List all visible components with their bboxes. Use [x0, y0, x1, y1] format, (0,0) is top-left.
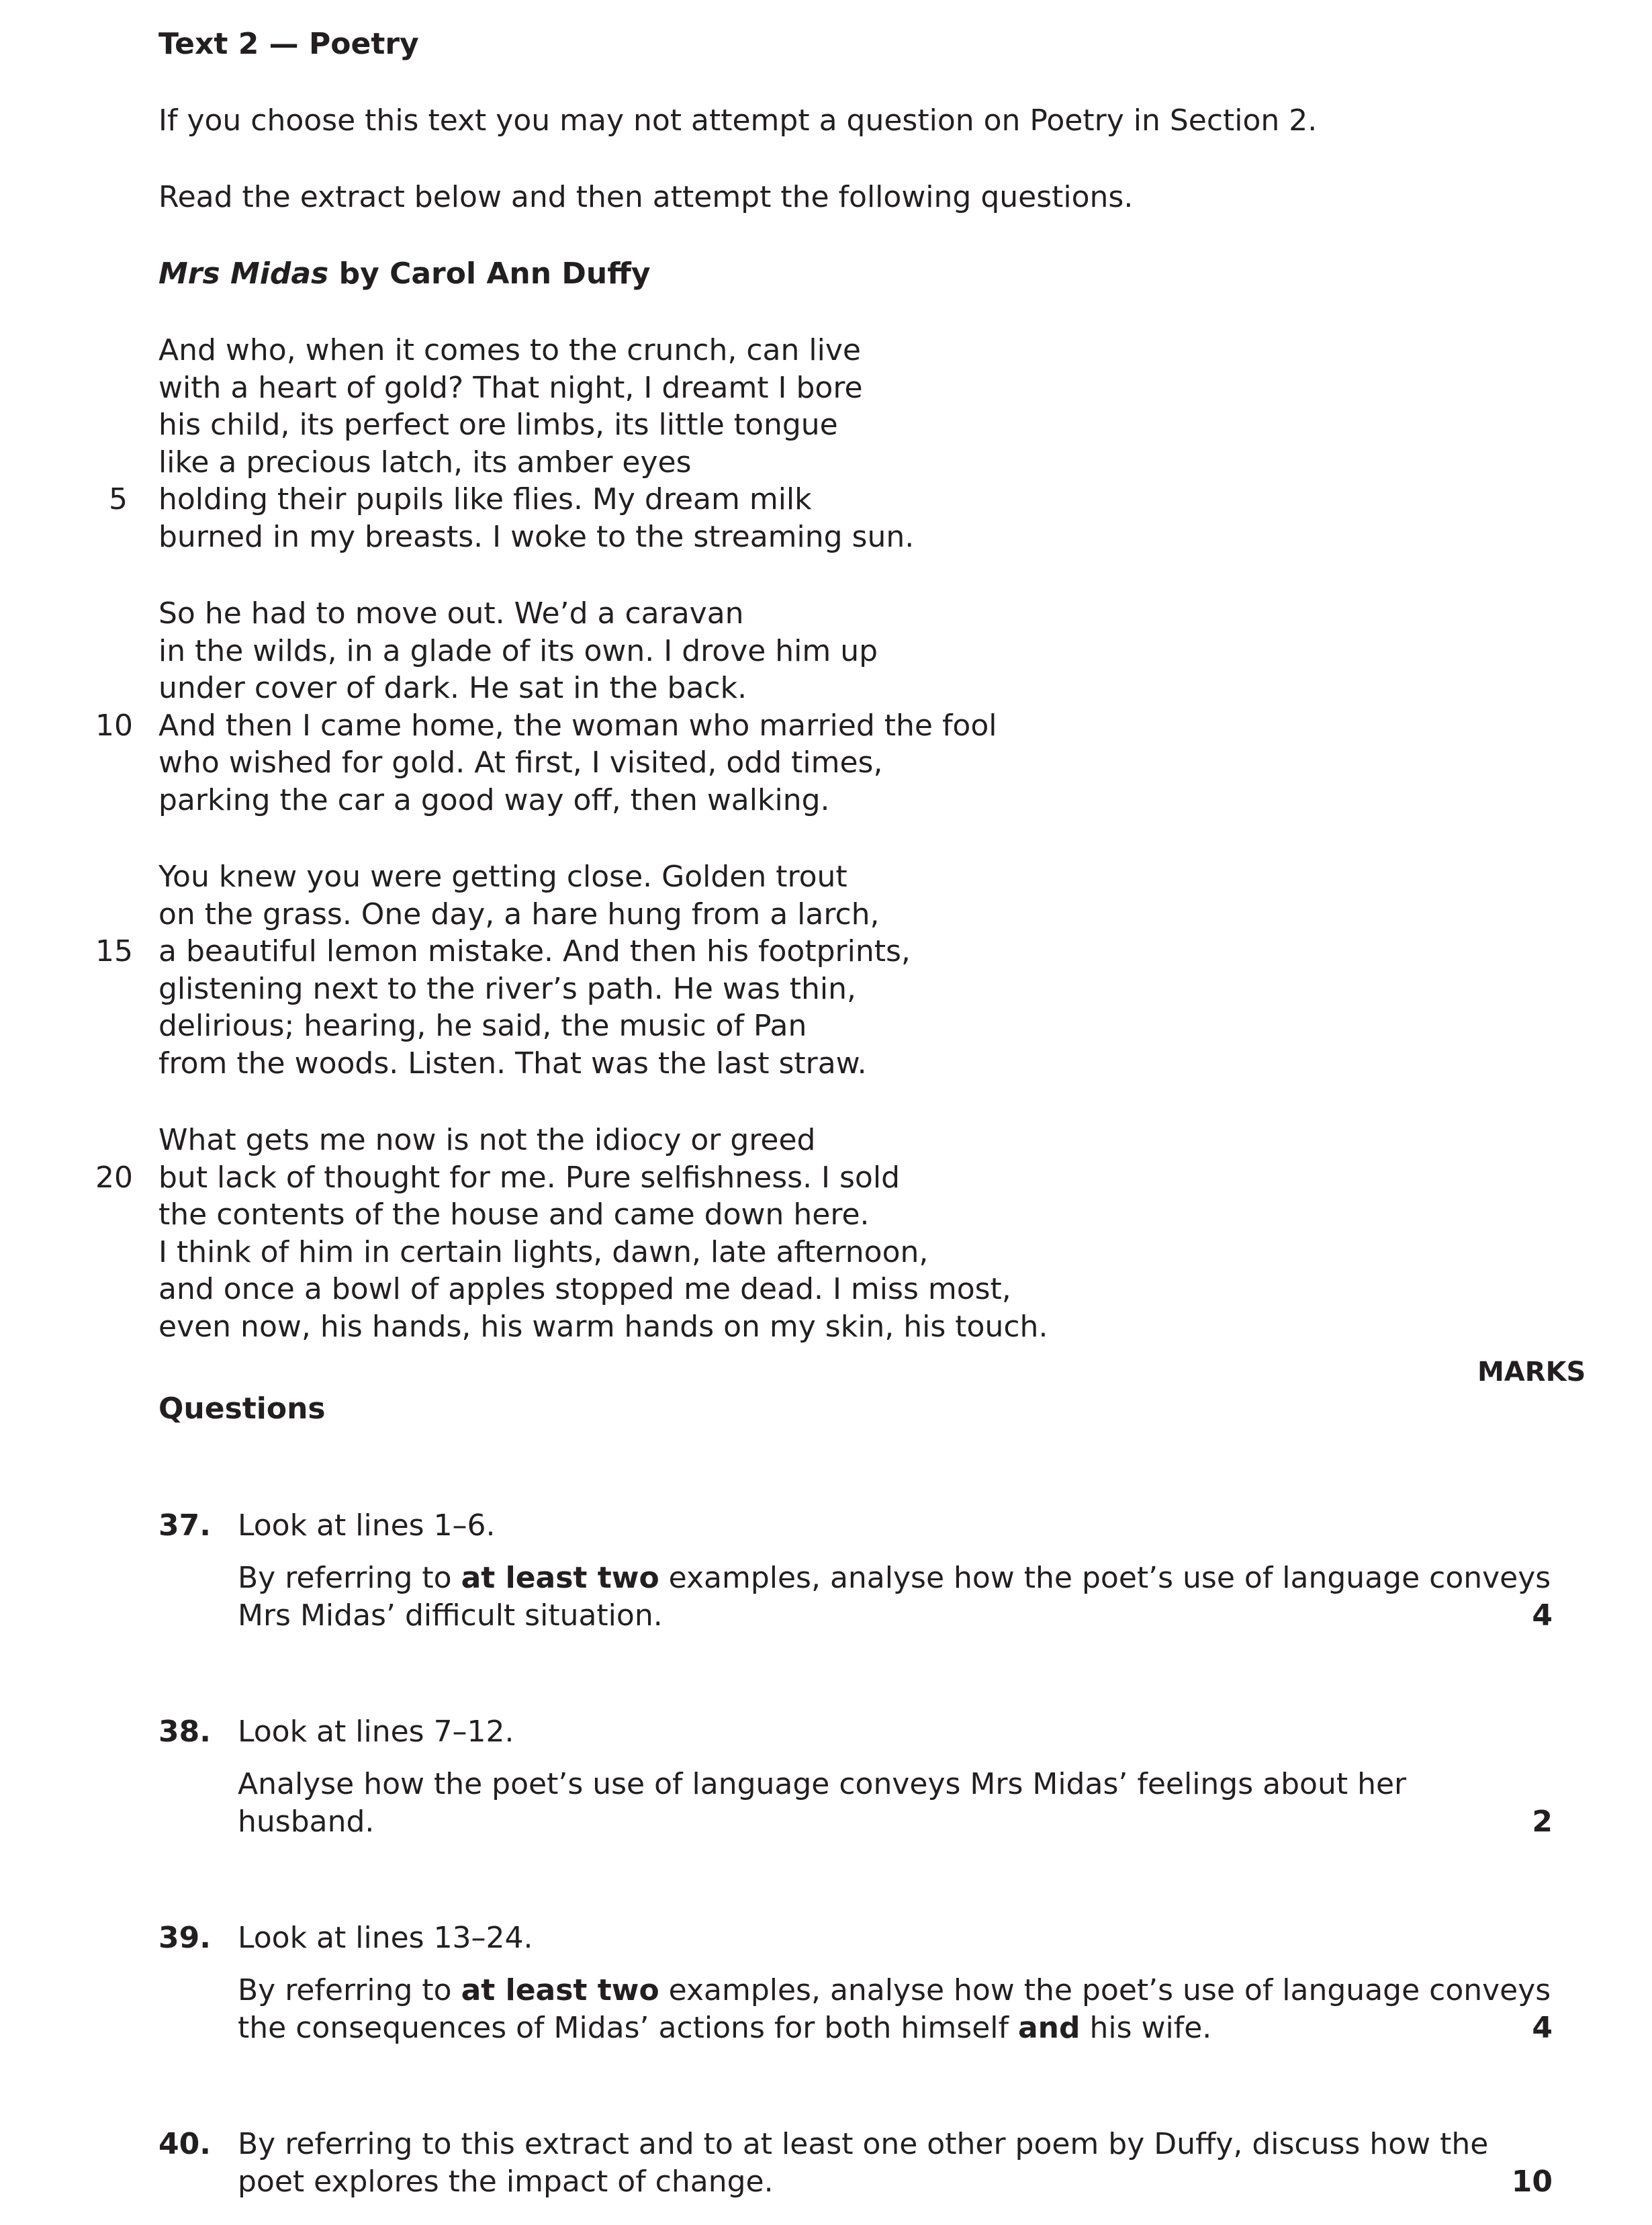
- instruction-choose: If you choose this text you may not attempt a question on Poetry in Section 2.: [158, 103, 1318, 138]
- question-number: 38.: [158, 1715, 211, 1749]
- question-number: 40.: [158, 2127, 211, 2161]
- question-emphasis: at least two: [461, 1973, 659, 2007]
- line-number: 5: [109, 482, 128, 516]
- question-emphasis: at least two: [461, 1561, 659, 1595]
- poem-line: on the grass. One day, a hare hung from a larch,: [158, 897, 880, 932]
- question-emphasis: and: [1017, 2010, 1081, 2045]
- question-text-line: poet explores the impact of change.: [238, 2164, 774, 2199]
- poem-line: And who, when it comes to the crunch, can live: [158, 333, 861, 367]
- poem-line: So he had to move out. We’d a caravan: [158, 596, 744, 631]
- question-text-line: [238, 1559, 1551, 1597]
- question-marks: 2: [1532, 1804, 1553, 1839]
- question-intro: Look at lines 1–6.: [238, 1508, 496, 1543]
- poem-line: but lack of thought for me. Pure selfishness. I sold: [158, 1160, 900, 1195]
- question-text-part: his wife.: [1080, 2010, 1212, 2045]
- question-text-line: [238, 1972, 1551, 2009]
- poem-line: and once a bowl of apples stopped me dead. I miss most,: [158, 1272, 1011, 1306]
- question-text-line: husband.: [238, 1804, 375, 1839]
- poem-line: delirious; hearing, he said, the music of Pan: [158, 1009, 807, 1043]
- poem-line: I think of him in certain lights, dawn, late afternoon,: [158, 1234, 929, 1269]
- poem-line: in the wilds, in a glade of its own. I drove him up: [158, 633, 878, 668]
- question-marks: 10: [1511, 2164, 1553, 2199]
- questions-heading: Questions: [158, 1392, 326, 1426]
- section-heading: Text 2 — Poetry: [158, 27, 419, 61]
- question-intro: Look at lines 7–12.: [238, 1715, 514, 1749]
- poem-line: a beautiful lemon mistake. And then his footprints,: [158, 934, 911, 968]
- instruction-read: Read the extract below and then attempt the following questions.: [158, 180, 1134, 214]
- question-text-line: [238, 2009, 1211, 2047]
- poem-byline: by Carol Ann Duffy: [328, 257, 651, 291]
- question-number: 37.: [158, 1508, 211, 1543]
- poem-title-name: Mrs Midas: [158, 257, 329, 291]
- poem-line: You knew you were getting close. Golden trout: [158, 860, 847, 894]
- poem-title: [158, 255, 651, 293]
- poem-line: burned in my breasts. I woke to the streaming sun.: [158, 519, 915, 554]
- question-text-part: examples, analyse how the poet’s use of language conveys: [659, 1973, 1551, 2007]
- question-text-line: Mrs Midas’ difficult situation.: [238, 1598, 663, 1633]
- poem-line: with a heart of gold? That night, I dreamt I bore: [158, 370, 863, 405]
- question-text-part: examples, analyse how the poet’s use of language conveys: [659, 1561, 1551, 1595]
- line-number: 20: [95, 1160, 133, 1195]
- line-number: 15: [95, 934, 133, 968]
- marks-header: MARKS: [1477, 1357, 1586, 1388]
- line-number: 10: [95, 708, 133, 743]
- question-number: 39.: [158, 1921, 211, 1955]
- question-text-part: By referring to: [238, 1973, 461, 2007]
- question-intro: Look at lines 13–24.: [238, 1921, 533, 1955]
- poem-line: his child, its perfect ore limbs, its little tongue: [158, 408, 838, 442]
- poem-line: even now, his hands, his warm hands on my skin, his touch.: [158, 1309, 1048, 1344]
- question-text-line: By referring to this extract and to at least one other poem by Duffy, discuss how the: [238, 2127, 1489, 2161]
- poem-line: like a precious latch, its amber eyes: [158, 445, 692, 480]
- poem-line: parking the car a good way off, then walking.: [158, 782, 830, 817]
- question-marks: 4: [1532, 1598, 1553, 1633]
- question-text-line: Analyse how the poet’s use of language conveys Mrs Midas’ feelings about her: [238, 1767, 1407, 1801]
- poem-line: holding their pupils like flies. My dream milk: [158, 482, 812, 516]
- question-marks: 4: [1532, 2010, 1553, 2045]
- question-text-part: By referring to: [238, 1561, 461, 1595]
- poem-line: And then I came home, the woman who married the fool: [158, 708, 997, 743]
- poem-line: from the woods. Listen. That was the last straw.: [158, 1046, 867, 1081]
- poem-line: who wished for gold. At first, I visited, odd times,: [158, 745, 883, 780]
- poem-line: the contents of the house and came down here.: [158, 1197, 870, 1232]
- question-text-part: the consequences of Midas’ actions for both himself: [238, 2010, 1018, 2045]
- poem-line: under cover of dark. He sat in the back.: [158, 671, 747, 705]
- poem-line: What gets me now is not the idiocy or greed: [158, 1123, 816, 1157]
- poem-line: glistening next to the river’s path. He was thin,: [158, 971, 857, 1006]
